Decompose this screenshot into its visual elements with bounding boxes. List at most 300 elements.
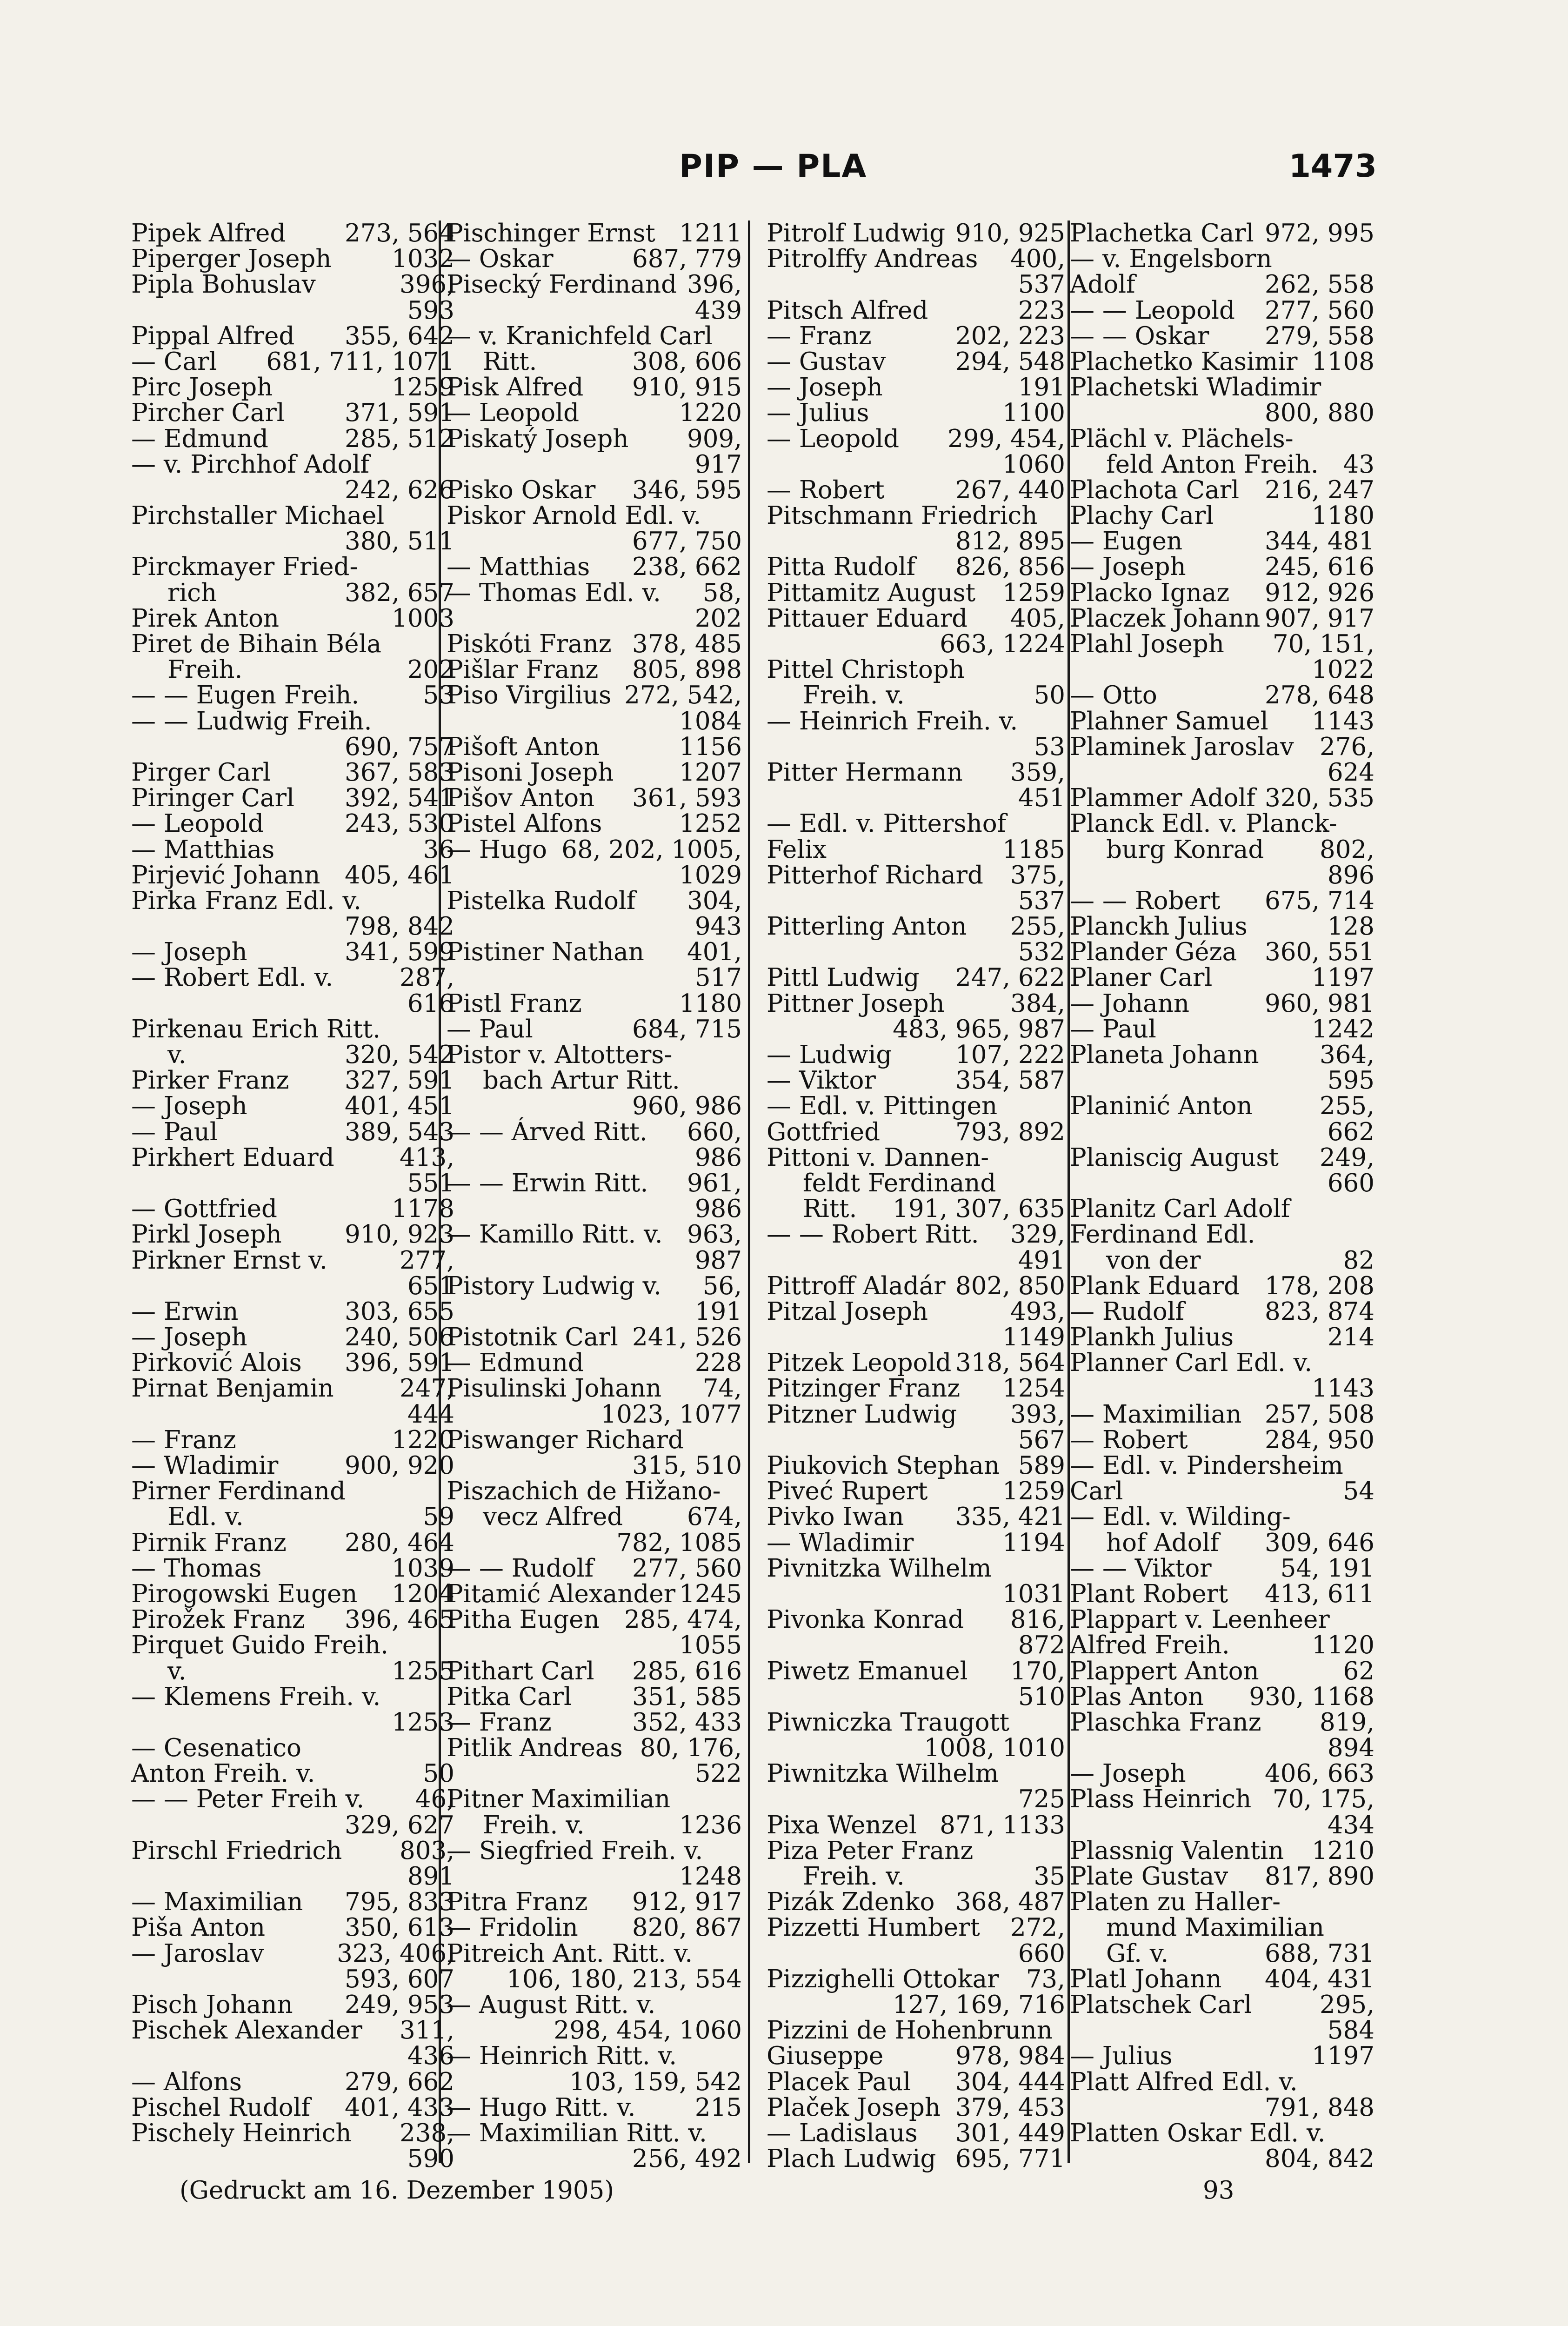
entry-pages: 800, 880 (1264, 399, 1375, 428)
entry-pages: 1204 (392, 1579, 454, 1608)
index-entry (447, 2069, 742, 2095)
entry-pages: 257, 508 (1264, 1400, 1375, 1429)
entry-name: — Fridolin (447, 1913, 578, 1942)
entry-name: Pitschmann Friedrich (767, 501, 1038, 530)
index-entry (1070, 1581, 1375, 1607)
index-entry (1070, 1941, 1375, 1966)
entry-pages: 589 (1018, 1451, 1065, 1480)
index-entry (131, 1889, 454, 1915)
entry-pages: 823, 874 (1264, 1297, 1375, 1326)
entry-name: mund Maximilian (1106, 1913, 1324, 1942)
entry-name: — Julius (767, 399, 869, 428)
entry-pages: 1211 (679, 219, 742, 247)
entry-name: Plass Heinrich (1070, 1785, 1252, 1814)
entry-pages: 80, 176, (640, 1734, 742, 1763)
entry-pages: 54 (1343, 1477, 1375, 1506)
index-entry (1070, 1915, 1375, 1940)
entry-name: Plahner Samuel (1070, 707, 1268, 735)
entry-name: Pišlar Franz (447, 655, 599, 684)
index-entry (131, 1170, 454, 1196)
index-entry (1070, 2146, 1375, 2172)
entry-pages: 272, 542, (624, 681, 742, 710)
index-entry (447, 1838, 742, 1864)
entry-name: Pirquet Guido Freih. (131, 1631, 389, 1660)
index-entry (131, 1350, 454, 1376)
entry-pages: 1197 (1312, 963, 1375, 992)
entry-name: — Hugo Ritt. v. (447, 2093, 636, 2122)
index-entry (767, 914, 1065, 939)
index-entry (767, 760, 1065, 785)
index-entry (131, 580, 454, 606)
index-entry (447, 606, 742, 631)
entry-pages: 1180 (679, 989, 742, 1018)
entry-name: Plachetka Carl (1070, 219, 1254, 247)
index-entry (131, 1684, 454, 1710)
index-entry (1070, 528, 1375, 554)
entry-pages: 1220 (679, 399, 742, 428)
index-entry (131, 1222, 454, 1247)
entry-pages: 816, (1010, 1605, 1065, 1634)
index-entry (131, 1632, 454, 1658)
entry-pages: 303, 655 (344, 1297, 454, 1326)
entry-name: Pircher Carl (131, 399, 285, 428)
entry-pages: 350, 613 (344, 1913, 454, 1942)
index-entry (447, 272, 742, 297)
entry-name: Pistiner Nathan (447, 938, 644, 967)
index-entry (1070, 2018, 1375, 2043)
index-entry (131, 1761, 454, 1786)
entry-pages: 344, 481 (1264, 527, 1375, 556)
entry-name: Piša Anton (131, 1913, 266, 1942)
index-entry (131, 682, 454, 708)
entry-name: — Thomas (131, 1554, 262, 1583)
entry-name: Piperger Joseph (131, 245, 332, 274)
entry-name: Pitamić Alexander (447, 1579, 676, 1608)
index-entry (131, 1992, 454, 2018)
entry-pages: 308, 606 (632, 347, 742, 376)
index-entry (131, 1427, 454, 1453)
index-entry (767, 1786, 1065, 1812)
entry-name: Pitzinger Franz (767, 1374, 961, 1403)
entry-name: — Edl. v. Wilding- (1070, 1503, 1291, 1531)
index-entry (447, 323, 742, 349)
entry-pages: 68, 202, 1005, (561, 835, 742, 864)
entry-pages: 304, (687, 886, 742, 915)
index-entry (1070, 1530, 1375, 1556)
entry-name: Pirkner Ernst v. (131, 1246, 327, 1275)
index-entry (767, 1299, 1065, 1324)
index-entry (131, 1324, 454, 1350)
entry-name: — Paul (1070, 1015, 1156, 1043)
index-entry (1070, 2043, 1375, 2069)
entry-name: Planiscig August (1070, 1143, 1279, 1172)
entry-name: Pittamitz August (767, 578, 976, 607)
entry-name: Pirjević Johann (131, 861, 320, 889)
entry-pages: 651 (407, 1271, 454, 1300)
entry-pages: 375, (1010, 861, 1065, 889)
index-entry (447, 400, 742, 426)
index-column-4 (1070, 221, 1375, 2174)
entry-pages: 318, 564 (955, 1349, 1065, 1377)
index-entry (447, 1966, 742, 1992)
entry-name: Freih. v. (483, 1811, 585, 1839)
index-column-2 (447, 221, 742, 2174)
entry-name: Pisko Oskar (447, 475, 596, 504)
index-entry (131, 1119, 454, 1145)
index-entry (131, 2146, 454, 2172)
index-entry (767, 1119, 1065, 1145)
entry-name: rich (167, 578, 217, 607)
index-entry (447, 1556, 742, 1581)
index-entry (1070, 1376, 1375, 1401)
entry-pages: 58, (702, 578, 742, 607)
entry-pages: 346, 595 (632, 475, 742, 504)
entry-name: — Viktor (767, 1066, 876, 1095)
entry-name: Pittroff Aladár (767, 1271, 946, 1300)
entry-name: Pirchstaller Michael (131, 501, 385, 530)
index-entry (447, 1761, 742, 1786)
entry-pages: 351, 585 (632, 1682, 742, 1711)
entry-name: — Robert (1070, 1425, 1188, 1454)
entry-name: Pitterhof Richard (767, 861, 983, 889)
entry-name: Pisch Johann (131, 1990, 293, 2019)
index-entry (1070, 965, 1375, 990)
column-rule (748, 221, 750, 2163)
index-entry (131, 1812, 454, 1838)
entry-pages: 1156 (679, 732, 742, 761)
entry-pages: 1143 (1312, 707, 1375, 735)
index-entry (1070, 2120, 1375, 2146)
entry-pages: 53 (423, 681, 454, 710)
print-date-note: (Gedruckt am 16. Dezember 1905) (180, 2176, 614, 2205)
entry-name: Pitzal Joseph (767, 1297, 928, 1326)
entry-name: Piveć Rupert (767, 1477, 928, 1506)
entry-pages: 272, (1010, 1913, 1065, 1942)
index-entry (1070, 1812, 1375, 1838)
entry-pages: 537 (1018, 886, 1065, 915)
entry-name: Pitlik Andreas (447, 1734, 623, 1763)
entry-pages: 298, 454, 1060 (554, 2016, 742, 2045)
entry-name: — Cesenatico (131, 1734, 301, 1763)
index-entry (767, 2120, 1065, 2146)
entry-pages: 364, (1319, 1041, 1375, 1069)
entry-pages: 660 (1327, 1169, 1375, 1197)
index-entry (1070, 1658, 1375, 1684)
index-entry (131, 2043, 454, 2069)
entry-name: Pitka Carl (447, 1682, 572, 1711)
entry-pages: 660 (1018, 1939, 1065, 1968)
index-entry (767, 221, 1065, 246)
entry-pages: 624 (1327, 758, 1375, 787)
index-entry (131, 374, 454, 400)
entry-pages: 444 (407, 1400, 454, 1429)
index-entry (1070, 1068, 1375, 1093)
entry-name: — v. Kranichfeld Carl (447, 321, 713, 350)
entry-name: Pitrolf Ludwig (767, 219, 946, 247)
index-entry (131, 862, 454, 888)
entry-name: Plaschka Franz (1070, 1708, 1261, 1737)
entry-name: Pizzini de Hohenbrunn (767, 2016, 1053, 2045)
index-entry (767, 606, 1065, 631)
entry-pages: 392, 541 (344, 784, 454, 813)
entry-name: Carl (1070, 1477, 1123, 1506)
index-entry (131, 1556, 454, 1581)
index-entry (1070, 888, 1375, 914)
entry-pages: 912, 926 (1264, 578, 1375, 607)
index-entry (767, 939, 1065, 965)
index-entry (447, 1427, 742, 1453)
index-entry (767, 2043, 1065, 2069)
entry-pages: 675, 714 (1264, 886, 1375, 915)
entry-name: Pithart Carl (447, 1657, 594, 1685)
entry-name: Pirnat Benjamin (131, 1374, 334, 1403)
index-entry (1070, 914, 1375, 939)
entry-name: Plachy Carl (1070, 501, 1214, 530)
entry-pages: 1194 (1002, 1528, 1065, 1557)
entry-name: Adolf (1070, 270, 1135, 299)
entry-name: — Edl. v. Pittingen (767, 1092, 998, 1121)
entry-pages: 367, 583 (344, 758, 454, 787)
index-entry (131, 554, 454, 580)
entry-pages: 782, 1085 (616, 1528, 742, 1557)
index-entry (1070, 1966, 1375, 1992)
entry-pages: 301, 449 (955, 2119, 1065, 2147)
entry-name: — Wladimir (767, 1528, 914, 1557)
entry-name: Freih. v. (803, 681, 905, 710)
index-entry (1070, 1042, 1375, 1068)
entry-pages: 1029 (679, 861, 742, 889)
entry-name: Pirogowski Eugen (131, 1579, 358, 1608)
entry-name: Piza Peter Franz (767, 1836, 974, 1865)
index-entry (447, 1710, 742, 1735)
entry-name: — — Eugen Freih. (131, 681, 360, 710)
entry-name: Planinić Anton (1070, 1092, 1253, 1121)
entry-pages: 1032 (392, 245, 454, 274)
index-entry (767, 580, 1065, 606)
entry-pages: 191 (1018, 373, 1065, 402)
entry-pages: 677, 750 (632, 527, 742, 556)
index-entry (447, 452, 742, 477)
entry-pages: 451 (1018, 784, 1065, 813)
entry-pages: 401, (687, 938, 742, 967)
index-entry (1070, 1222, 1375, 1247)
entry-pages: 59 (423, 1503, 454, 1531)
entry-pages: 900, 920 (344, 1451, 454, 1480)
index-entry (767, 657, 1065, 682)
index-entry (447, 1170, 742, 1196)
entry-pages: 191, 307, 635 (893, 1195, 1065, 1223)
entry-name: Pittl Ludwig (767, 963, 920, 992)
entry-pages: 285, 616 (632, 1657, 742, 1685)
entry-pages: 986 (694, 1143, 742, 1172)
entry-name: Piukovich Stephan (767, 1451, 1000, 1480)
entry-pages: 127, 169, 716 (893, 1990, 1065, 2019)
entry-pages: 396, 465 (344, 1605, 454, 1634)
index-entry (1070, 631, 1375, 657)
entry-name: Edl. v. (167, 1503, 244, 1531)
index-entry (131, 1786, 454, 1812)
entry-pages: 73, (1026, 1965, 1065, 1993)
index-entry (447, 1299, 742, 1324)
index-entry (131, 1016, 454, 1042)
index-entry (767, 1402, 1065, 1427)
entry-pages: 401, 433 (344, 2093, 454, 2122)
index-entry (131, 400, 454, 426)
index-entry (447, 1992, 742, 2018)
index-entry (447, 426, 742, 452)
index-entry (447, 2095, 742, 2120)
entry-pages: 36 (423, 835, 454, 864)
entry-pages: 70, 175, (1272, 1785, 1375, 1814)
index-entry (767, 682, 1065, 708)
index-entry (131, 1248, 454, 1273)
entry-name: Platten Oskar Edl. v. (1070, 2119, 1326, 2147)
index-entry (131, 734, 454, 760)
entry-pages: 960, 986 (632, 1092, 742, 1121)
index-entry (767, 503, 1065, 528)
entry-name: Piskor Arnold Edl. v. (447, 501, 701, 530)
index-entry (767, 1273, 1065, 1299)
entry-pages: 304, 444 (955, 2067, 1065, 2096)
index-entry (131, 323, 454, 349)
entry-pages: 684, 715 (632, 1015, 742, 1043)
index-entry (1070, 1273, 1375, 1299)
entry-pages: 285, 474, (624, 1605, 742, 1634)
entry-name: Pistelka Rudolf (447, 886, 636, 915)
entry-name: — Rudolf (1070, 1297, 1185, 1326)
entry-pages: 249, 953 (344, 1990, 454, 2019)
index-entry (1070, 1016, 1375, 1042)
entry-name: Pirschl Friedrich (131, 1836, 342, 1865)
entry-name: — Gottfried (131, 1195, 277, 1223)
index-entry (447, 2146, 742, 2172)
entry-name: Plappert Anton (1070, 1657, 1259, 1685)
index-entry (131, 452, 454, 477)
index-entry (447, 1324, 742, 1350)
entry-pages: 1084 (679, 707, 742, 735)
index-entry (767, 1710, 1065, 1735)
index-entry (447, 298, 742, 323)
entry-pages: 361, 593 (632, 784, 742, 813)
entry-name: Planckh Julius (1070, 912, 1248, 941)
index-entry (1070, 1350, 1375, 1376)
index-entry (767, 1889, 1065, 1915)
entry-name: Pitzek Leopold (767, 1349, 952, 1377)
entry-pages: 329, 627 (344, 1811, 454, 1839)
entry-pages: 74, (702, 1374, 742, 1403)
entry-name: Placko Ignaz (1070, 578, 1230, 607)
index-entry (767, 1735, 1065, 1761)
entry-name: Felix (767, 835, 827, 864)
entry-name: Giuseppe (767, 2042, 884, 2071)
index-entry (767, 1556, 1065, 1581)
index-entry (1070, 1684, 1375, 1710)
entry-pages: 46, (415, 1785, 454, 1814)
entry-name: — Joseph (131, 938, 247, 967)
entry-pages: 202 (694, 604, 742, 633)
entry-pages: 616 (407, 989, 454, 1018)
entry-pages: 1031 (1002, 1579, 1065, 1608)
entry-pages: 245, 616 (1264, 553, 1375, 582)
entry-pages: 1185 (1002, 835, 1065, 864)
index-entry (447, 1684, 742, 1710)
index-entry (131, 1581, 454, 1607)
entry-name: Planitz Carl Adolf (1070, 1195, 1290, 1223)
entry-name: Plander Géza (1070, 938, 1237, 967)
index-entry (447, 811, 742, 836)
index-entry (131, 528, 454, 554)
entry-pages: 1022 (1312, 655, 1375, 684)
index-entry (447, 734, 742, 760)
entry-pages: 396, 591 (344, 1349, 454, 1377)
entry-pages: 278, 648 (1264, 681, 1375, 710)
index-entry (447, 1222, 742, 1247)
index-entry (1070, 1453, 1375, 1478)
index-entry (1070, 1864, 1375, 1889)
index-entry (1070, 682, 1375, 708)
entry-name: Pitterling Anton (767, 912, 967, 941)
index-entry (767, 528, 1065, 554)
index-entry (447, 1402, 742, 1427)
index-entry (767, 965, 1065, 990)
index-entry (1070, 1402, 1375, 1427)
index-entry (767, 1864, 1065, 1889)
entry-name: Pirek Anton (131, 604, 280, 633)
entry-pages: 389, 543 (344, 1117, 454, 1146)
index-entry (447, 1145, 742, 1170)
entry-pages: 329, (1010, 1220, 1065, 1249)
index-entry (767, 1607, 1065, 1632)
index-entry (447, 1504, 742, 1530)
entry-name: — Edl. v. Pittershof (767, 809, 1007, 838)
entry-pages: 910, 925 (955, 219, 1065, 247)
index-entry (767, 477, 1065, 503)
entry-name: Platen zu Haller- (1070, 1888, 1281, 1917)
entry-pages: 285, 512 (344, 424, 454, 453)
entry-name: Pistl Franz (447, 989, 582, 1018)
entry-name: Plachetski Wladimir (1070, 373, 1321, 402)
index-entry (447, 1864, 742, 1889)
entry-name: — Eugen (1070, 527, 1183, 556)
entry-name: Pischinger Ernst (447, 219, 655, 247)
entry-name: Plant Robert (1070, 1579, 1228, 1608)
index-entry (447, 1941, 742, 1966)
index-entry (131, 2018, 454, 2043)
entry-pages: 1178 (392, 1195, 454, 1223)
entry-pages: 215 (694, 2093, 742, 2122)
entry-pages: 663, 1224 (940, 630, 1065, 658)
entry-name: Pirkhert Eduard (131, 1143, 334, 1172)
entry-name: — Joseph (767, 373, 883, 402)
entry-name: Platschek Carl (1070, 1990, 1252, 2019)
index-entry (131, 888, 454, 914)
entry-pages: 804, 842 (1264, 2145, 1375, 2173)
index-entry (447, 2120, 742, 2146)
index-entry (131, 1093, 454, 1119)
entry-name: hof Adolf (1106, 1528, 1220, 1557)
index-entry (767, 1042, 1065, 1068)
entry-pages: 241, 526 (632, 1323, 742, 1352)
entry-pages: 380, 511 (344, 527, 454, 556)
index-entry (767, 1915, 1065, 1940)
entry-pages: 396, (399, 270, 454, 299)
index-entry (447, 1068, 742, 1093)
index-entry (447, 2018, 742, 2043)
entry-pages: 371, 591 (344, 399, 454, 428)
entry-pages: 359, (1010, 758, 1065, 787)
entry-pages: 960, 981 (1264, 989, 1375, 1018)
entry-pages: 1060 (1002, 450, 1065, 479)
